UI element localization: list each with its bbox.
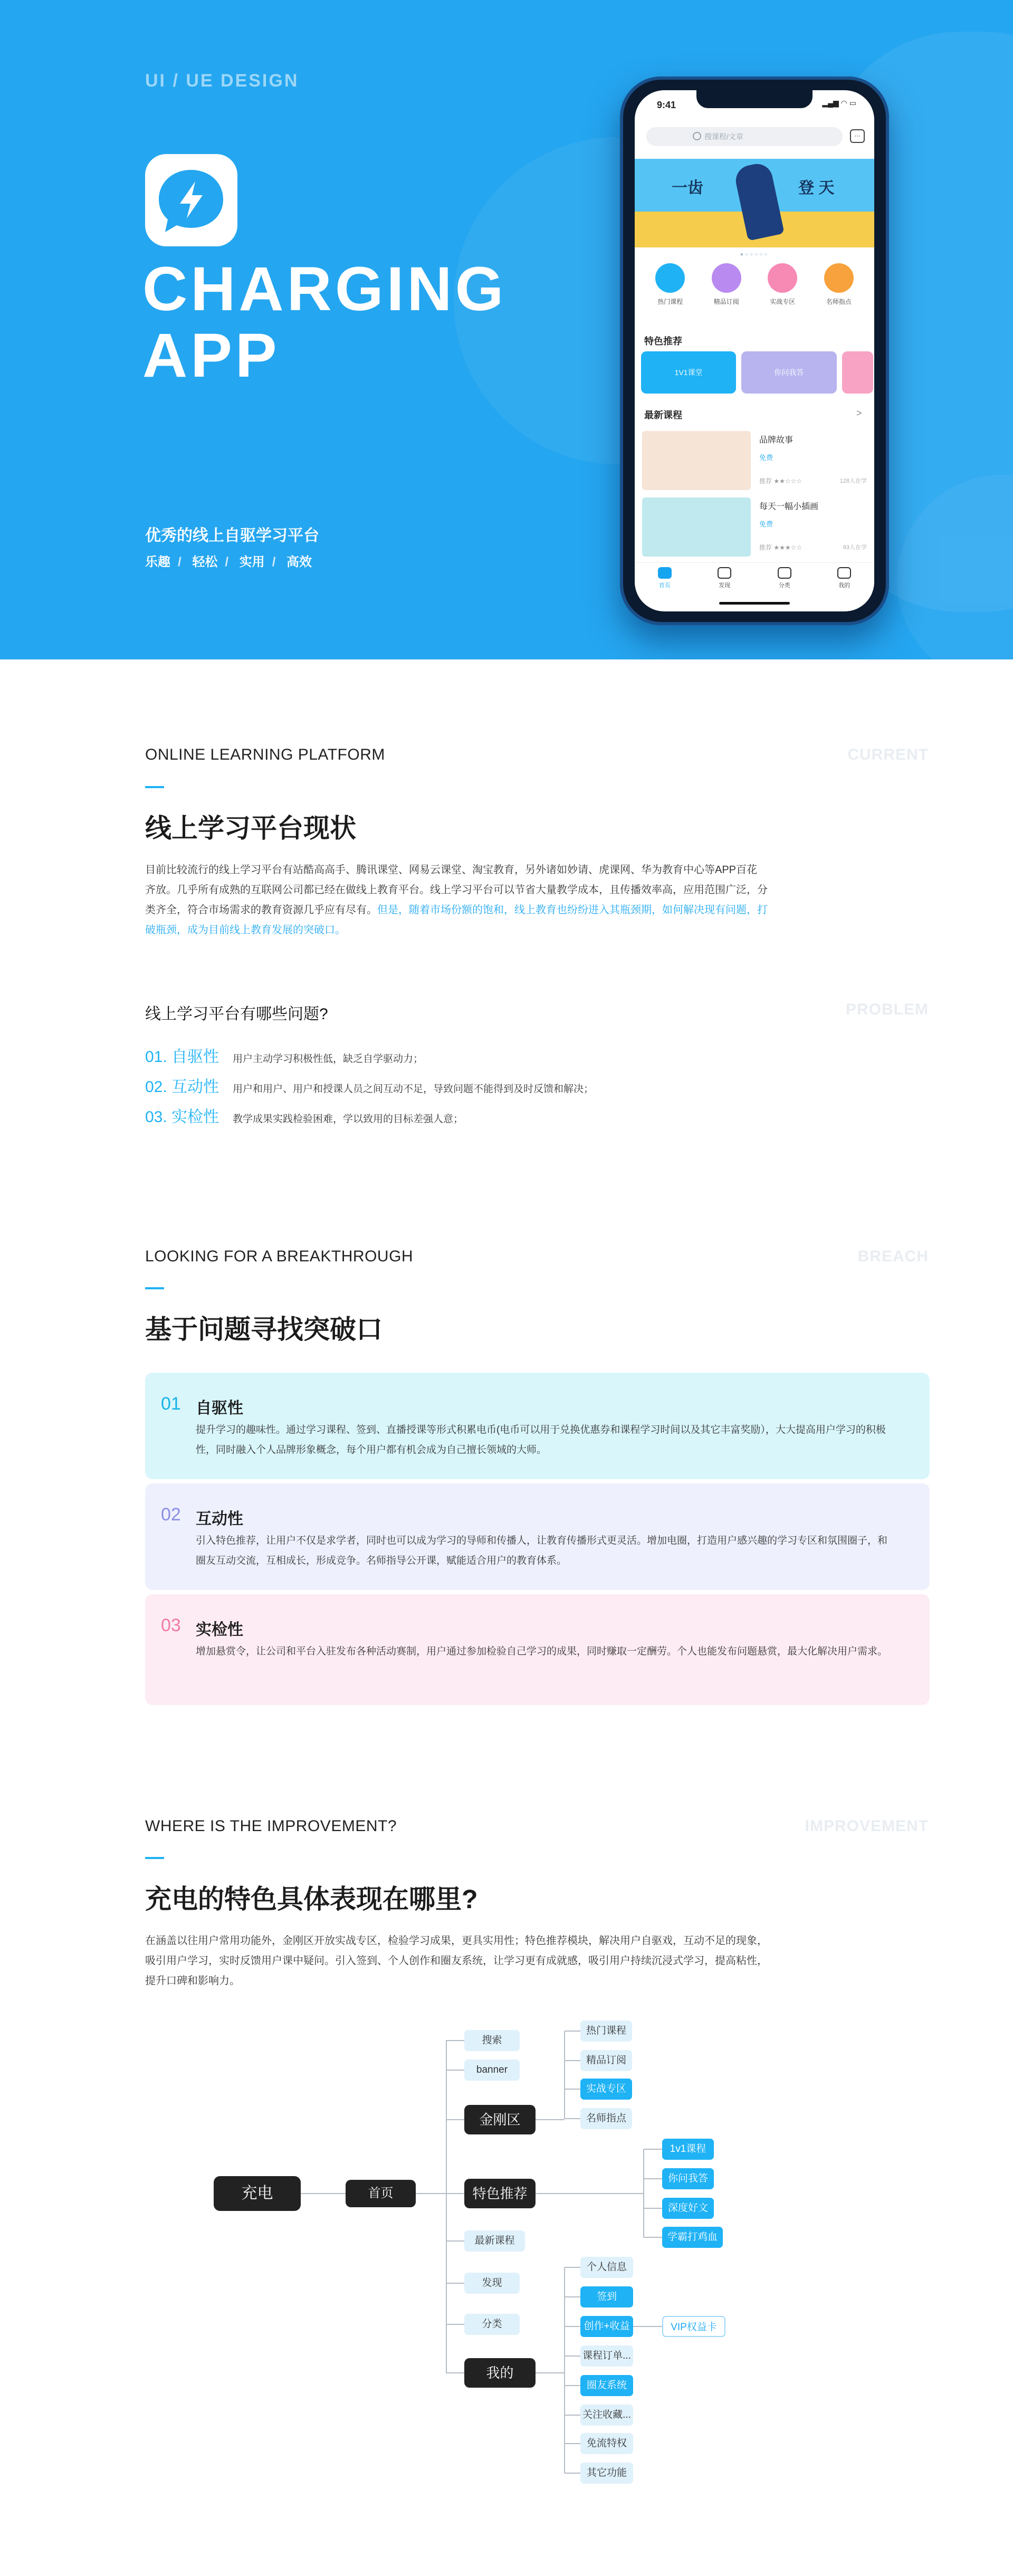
mindmap-leaf: 免流特权 bbox=[580, 2433, 633, 2454]
banner-text-right: 登 天 bbox=[798, 179, 835, 197]
phone-notch bbox=[696, 90, 813, 108]
breach-title: 基于问题寻找突破口 bbox=[145, 1315, 383, 1344]
phone-mockup bbox=[620, 76, 889, 625]
improvement-ghost-label: IMPROVEMENT bbox=[805, 1817, 929, 1835]
hot-courses-icon bbox=[655, 263, 685, 293]
category-teachers[interactable] bbox=[815, 263, 863, 306]
mindmap-leaf-highlight: 深度好文 bbox=[662, 2198, 714, 2219]
hero-tag-separator: / bbox=[225, 555, 229, 569]
problem-item bbox=[145, 1104, 463, 1127]
current-title: 线上学习平台现状 bbox=[145, 813, 356, 843]
course-price: 免费 bbox=[759, 520, 773, 528]
category-hot-courses[interactable] bbox=[646, 263, 694, 306]
mindmap-node-jingang: 金刚区 bbox=[464, 2105, 536, 2134]
problem-text: 用户主动学习积极性低，缺乏自学驱动力； bbox=[233, 1054, 424, 1065]
tab-label: 发现 bbox=[719, 582, 731, 589]
problem-number: 01. 自驱性 bbox=[145, 1048, 219, 1066]
breakthrough-card bbox=[145, 1483, 930, 1590]
card-number: 02 bbox=[161, 1505, 181, 1525]
problem-text: 用户和用户、用户和授课人员之间互动不足，导致问题不能得到及时反馈和解决； bbox=[233, 1084, 594, 1095]
course-count: 128人在学 bbox=[839, 478, 867, 484]
profile-icon bbox=[837, 567, 851, 579]
banner-pagination: ●○○○○○ bbox=[740, 252, 769, 257]
mindmap-leaf: 其它功能 bbox=[580, 2463, 633, 2484]
course-item[interactable] bbox=[642, 431, 869, 490]
crown-icon bbox=[768, 263, 797, 293]
search-icon bbox=[693, 132, 701, 140]
tab-profile[interactable] bbox=[823, 563, 865, 599]
mindmap-node-banner: banner bbox=[464, 2060, 520, 2081]
mindmap-leaf-highlight: 1v1课程 bbox=[662, 2139, 714, 2160]
discover-icon bbox=[718, 567, 731, 579]
mindmap-leaf-highlight: 学霸打鸡血 bbox=[662, 2227, 723, 2248]
current-ghost-label: CURRENT bbox=[847, 746, 929, 763]
bottom-tab-bar bbox=[635, 562, 874, 599]
mindmap-leaf: 名师指点 bbox=[580, 2108, 632, 2129]
card-description: 引入特色推荐，让用户不仅是求学者，同时也可以成为学习的导师和传播人，让教育传播形式更灵活。增加电圈，打造用户感兴趣的学习专区和氛围圈子，和圈友互动交流，互相成长，形成竞争。名师指导公开课，赋能适合用户的教育体系。 bbox=[196, 1535, 888, 1566]
course-thumbnail bbox=[642, 497, 751, 557]
app-logo-icon bbox=[145, 154, 237, 246]
breakthrough-card bbox=[145, 1594, 930, 1705]
card-description: 增加悬赏令，让公司和平台入驻发布各种活动赛制，用户通过参加检验自己学习的成果，同时赚取一定酬劳。个人也能发布问题悬赏，最大化解决用户需求。 bbox=[196, 1646, 888, 1657]
app-title-line2: APP bbox=[142, 321, 280, 390]
breakthrough-card bbox=[145, 1373, 930, 1479]
mindmap-leaf-highlight: 你问我答 bbox=[662, 2168, 714, 2189]
problem-number: 02. 互动性 bbox=[145, 1078, 219, 1096]
search-placeholder: 搜课程/文章 bbox=[704, 132, 743, 141]
mindmap-node-search: 搜索 bbox=[464, 2030, 520, 2051]
app-title-line1: CHARGING bbox=[142, 254, 507, 324]
home-indicator bbox=[719, 602, 790, 605]
mindmap-leaf: 关注收藏... bbox=[580, 2405, 633, 2426]
hero-tag-separator: / bbox=[178, 555, 181, 569]
course-count: 93人在学 bbox=[843, 544, 867, 551]
featured-row bbox=[641, 351, 873, 394]
latest-heading: 最新课程 bbox=[644, 410, 682, 420]
status-icons: ▂▄▆ ◠ ▭ bbox=[822, 99, 856, 107]
course-item[interactable] bbox=[642, 497, 869, 557]
current-para-main: 目前比较流行的线上学习平台有站酷高高手、腾讯课堂、网易云课堂、淘宝教育，另外诸如妙请、虎课网、华为教育中心等APP百花齐放。几乎所有成熟的互联网公司都已经在做线上教育平台。线上学习平台可以节省大量教学成本，且传播效率高，应用范围广泛，分类齐全，符合市场需求的教育资源几乎应有尽有。 bbox=[145, 864, 768, 916]
phone-screen bbox=[635, 90, 874, 611]
app-title bbox=[142, 256, 506, 389]
mindmap-node-tese: 特色推荐 bbox=[464, 2179, 536, 2208]
mindmap-node-latest: 最新课程 bbox=[464, 2230, 525, 2252]
course-title: 每天一幅小插画 bbox=[759, 502, 819, 511]
category-label: 精品订阅 bbox=[713, 298, 739, 305]
category-practice[interactable] bbox=[759, 263, 806, 306]
problem-ghost-label: PROBLEM bbox=[846, 1001, 929, 1018]
card-description: 提升学习的趣味性。通过学习课程、签到、直播授课等形式积累电币(电币可以用于兑换优惠券和课程学习时间以及其它丰富奖励），大大提高用户学习的积极性，同时融入个人品牌形象概念，每个用户都有机会成为自己擅长领域的大师。 bbox=[196, 1424, 886, 1455]
card-number: 01 bbox=[161, 1394, 181, 1414]
tab-label: 我的 bbox=[838, 582, 850, 589]
breach-ghost-label: BREACH bbox=[857, 1248, 929, 1265]
course-rating: 推荐 ★★★☆☆ bbox=[759, 544, 802, 551]
tab-label: 分类 bbox=[778, 582, 790, 589]
brand-tag: UI / UE DESIGN bbox=[145, 71, 299, 91]
category-label: 实战专区 bbox=[770, 298, 796, 305]
featured-heading: 特色推荐 bbox=[644, 336, 682, 347]
improvement-eyebrow: WHERE IS THE IMPROVEMENT? bbox=[145, 1817, 397, 1835]
hero-section bbox=[0, 0, 1013, 659]
mindmap-node-mine: 我的 bbox=[464, 2358, 536, 2388]
tab-home[interactable] bbox=[644, 563, 686, 599]
hero-tag: 轻松 bbox=[192, 555, 218, 569]
mindmap-leaf: 课程订单... bbox=[580, 2345, 633, 2367]
mindmap-leaf-highlight: 实战专区 bbox=[580, 2079, 632, 2100]
status-time: 9:41 bbox=[657, 100, 676, 110]
current-para-highlight: 但是，随着市场份额的饱和，线上教育也纷纷进入其瓶颈期，如何解决现有问题，打破瓶颈，成为目前线上教育发展的突破口。 bbox=[145, 904, 768, 936]
hero-tag: 实用 bbox=[239, 555, 265, 569]
category-label: 热门课程 bbox=[657, 298, 683, 305]
tab-discover[interactable] bbox=[703, 563, 746, 599]
search-input[interactable] bbox=[646, 127, 843, 146]
subscriptions-icon bbox=[712, 263, 741, 293]
hero-tag: 乐趣 bbox=[145, 555, 170, 569]
problem-item bbox=[145, 1074, 594, 1097]
mindmap-leaf-highlight: 创作+收益 bbox=[580, 2316, 633, 2337]
category-subscriptions[interactable] bbox=[703, 263, 750, 306]
hero-tag-separator: / bbox=[272, 555, 276, 569]
accent-line bbox=[145, 786, 164, 788]
problem-number: 03. 实检性 bbox=[145, 1108, 219, 1126]
course-thumbnail bbox=[642, 431, 751, 490]
mindmap-home: 首页 bbox=[346, 2180, 416, 2207]
message-icon[interactable]: ··· bbox=[850, 129, 865, 143]
hero-tag: 高效 bbox=[286, 555, 312, 569]
mindmap-leaf: 热门课程 bbox=[580, 2020, 632, 2042]
home-banner[interactable] bbox=[635, 159, 874, 247]
category-label: 名师指点 bbox=[826, 298, 852, 305]
problem-item bbox=[145, 1043, 423, 1067]
problem-heading: 线上学习平台有哪些问题? bbox=[145, 1005, 328, 1023]
grid-icon bbox=[778, 567, 791, 579]
breach-eyebrow: LOOKING FOR A BREAKTHROUGH bbox=[145, 1248, 414, 1265]
mindmap-leaf-outline: VIP权益卡 bbox=[662, 2316, 725, 2337]
teachers-icon bbox=[824, 263, 854, 293]
mindmap-node-discover: 发现 bbox=[464, 2273, 520, 2294]
mindmap-leaf: 个人信息 bbox=[580, 2257, 633, 2278]
tab-category[interactable] bbox=[763, 563, 806, 599]
accent-line bbox=[145, 1857, 164, 1859]
home-icon bbox=[658, 567, 672, 579]
card-number: 03 bbox=[161, 1615, 181, 1635]
course-title: 品牌故事 bbox=[759, 436, 794, 445]
improvement-paragraph: 在涵盖以往用户常用功能外，金刚区开放实战专区，检验学习成果，更具实用性；特色推荐模块，解决用户自驱戏，互动不足的现象，吸引用户学习，实时反馈用户课中疑问。引入签到、个人创作和圈友系统，让学习更有成就感，吸引用户持续沉浸式学习，提高粘性，提升口碑和影响力。 bbox=[145, 1935, 768, 1987]
category-grid bbox=[642, 263, 867, 306]
card-title: 实检性 bbox=[196, 1621, 243, 1639]
card-title: 自驱性 bbox=[196, 1400, 243, 1417]
course-price: 免费 bbox=[759, 454, 773, 462]
featured-card-1v1[interactable]: 1V1课堂 bbox=[641, 351, 736, 394]
mindmap-leaf: 精品订阅 bbox=[580, 2050, 632, 2071]
banner-text-left: 一齿 bbox=[672, 179, 703, 197]
improvement-title: 充电的特色具体表现在哪里? bbox=[145, 1884, 478, 1914]
featured-card-more[interactable] bbox=[842, 351, 873, 394]
current-eyebrow: ONLINE LEARNING PLATFORM bbox=[145, 746, 385, 763]
card-title: 互动性 bbox=[196, 1510, 243, 1528]
mindmap-root: 充电 bbox=[214, 2176, 301, 2211]
featured-card-qa[interactable]: 你问我答 bbox=[741, 351, 836, 394]
mindmap-node-category: 分类 bbox=[464, 2314, 520, 2335]
tab-label: 首页 bbox=[658, 582, 671, 589]
hero-subtitle: 优秀的线上自驱学习平台 bbox=[145, 527, 319, 544]
course-rating: 推荐 ★★☆☆☆ bbox=[759, 477, 802, 485]
current-paragraph bbox=[145, 860, 768, 940]
mindmap-leaf-highlight: 签到 bbox=[580, 2286, 633, 2307]
accent-line bbox=[145, 1287, 164, 1289]
problem-text: 教学成果实践检验困难，学以致用的目标差强人意； bbox=[233, 1114, 464, 1125]
latest-more-icon[interactable]: > bbox=[856, 408, 862, 418]
hero-tags bbox=[145, 551, 319, 570]
mindmap-leaf-highlight: 圈友系统 bbox=[580, 2375, 633, 2396]
